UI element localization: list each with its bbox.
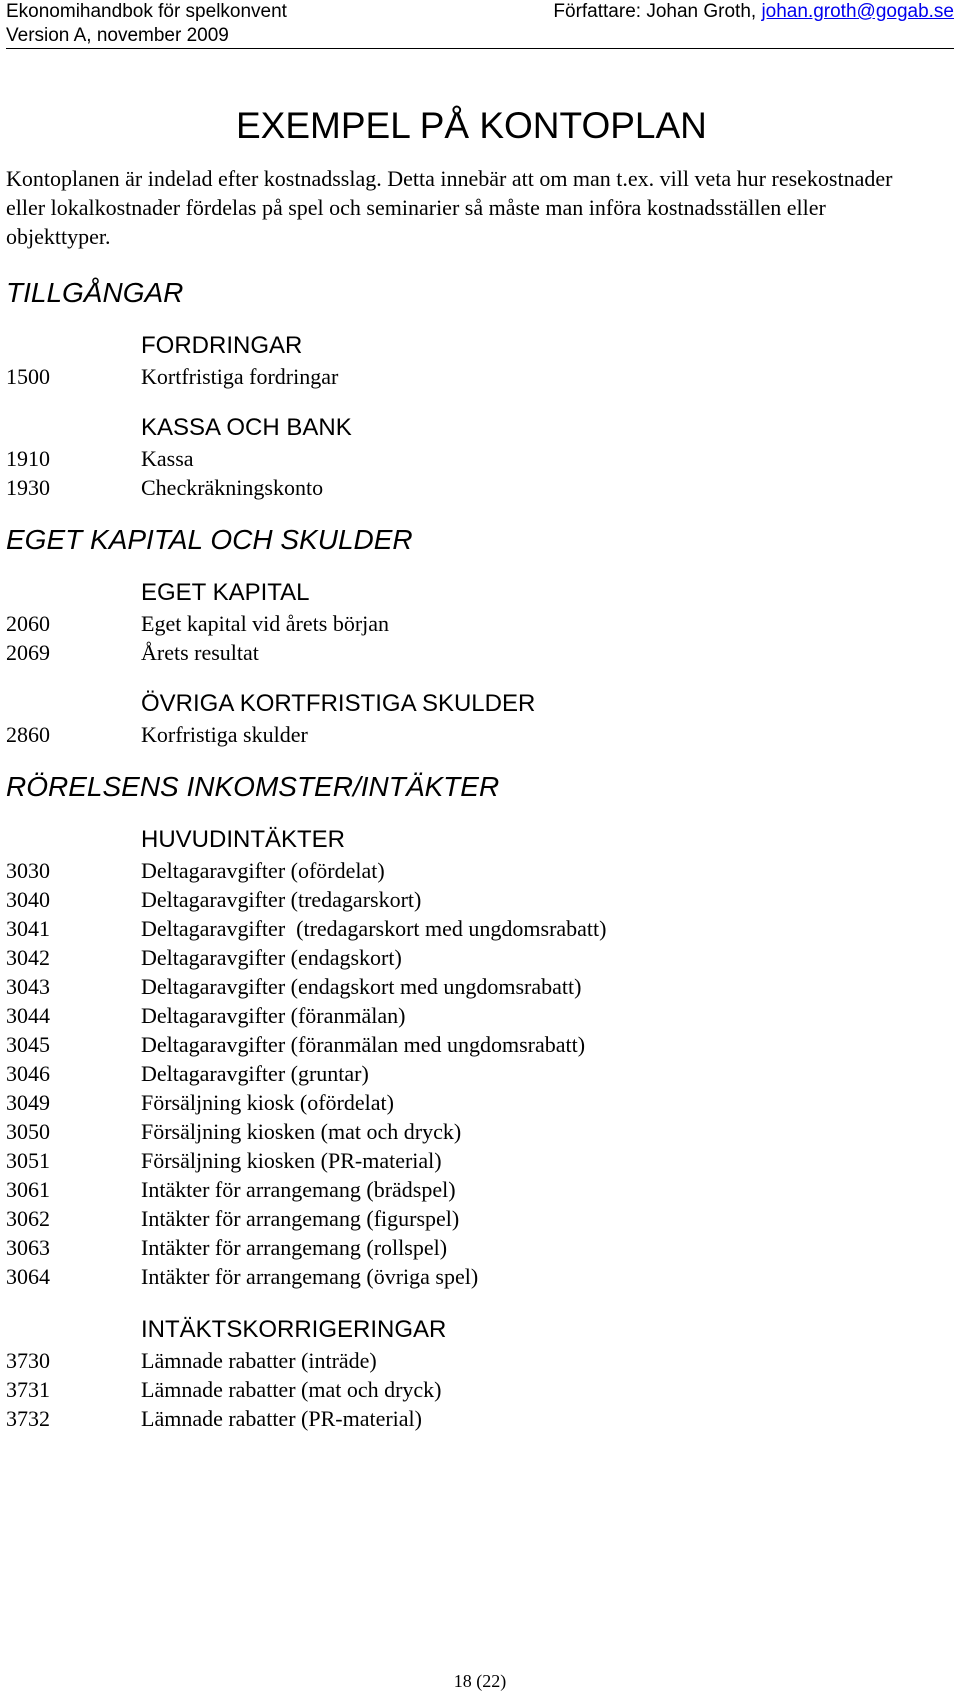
account-number: 3050 (6, 1119, 50, 1144)
account-row (6, 1233, 946, 1262)
account-row (6, 1404, 946, 1433)
account-row (6, 1346, 946, 1375)
account-name: Deltagaravgifter (endagskort) (141, 945, 402, 970)
account-row (6, 1204, 946, 1233)
group-title: HUVUDINTÄKTER (141, 826, 346, 853)
account-number: 1930 (6, 475, 50, 500)
header-left (6, 0, 287, 48)
account-row (6, 720, 946, 749)
group-eget-kapital (6, 576, 946, 667)
page-title: EXEMPEL PÅ KONTOPLAN (236, 105, 707, 146)
group-huvudintakter (6, 823, 946, 1291)
account-number: 3046 (6, 1061, 50, 1086)
account-name: Deltagaravgifter (tredagarskort) (141, 887, 422, 912)
section-rorelsens-intakter (6, 769, 946, 1433)
account-name: Kortfristiga fordringar (141, 364, 339, 389)
account-name: Kassa (141, 446, 194, 471)
account-number: 1910 (6, 446, 50, 471)
header-author (553, 0, 954, 24)
author-label: Författare: Johan Groth, (553, 1, 762, 22)
account-number: 3732 (6, 1406, 50, 1431)
author-email-link[interactable]: johan.groth@gogab.se (761, 1, 954, 22)
account-number: 3045 (6, 1032, 50, 1057)
account-name: Intäkter för arrangemang (övriga spel) (141, 1264, 479, 1289)
group-title: KASSA OCH BANK (141, 414, 352, 441)
account-row (6, 1262, 946, 1291)
account-name: Lämnade rabatter (PR-material) (141, 1406, 422, 1431)
group-ovriga-kortfristiga-skulder (6, 687, 946, 749)
account-row (6, 1146, 946, 1175)
group-kassa-och-bank (6, 411, 946, 502)
account-row (6, 1117, 946, 1146)
account-row (6, 1001, 946, 1030)
account-number: 3042 (6, 945, 50, 970)
account-name: Försäljning kiosk (ofördelat) (141, 1090, 394, 1115)
account-number: 3044 (6, 1003, 50, 1028)
account-name: Deltagaravgifter (gruntar) (141, 1061, 369, 1086)
account-number: 3061 (6, 1177, 50, 1202)
document-version: Version A, november 2009 (6, 25, 229, 46)
account-name: Checkräkningskonto (141, 475, 324, 500)
account-number: 3049 (6, 1090, 50, 1115)
account-row (6, 473, 946, 502)
account-name: Deltagaravgifter (endagskort med ungdomsrabatt) (141, 974, 582, 999)
account-number: 2860 (6, 722, 50, 747)
account-row (6, 943, 946, 972)
group-fordringar (6, 329, 946, 391)
intro-paragraph: Kontoplanen är indelad efter kostnadsslag. Detta innebär att om man t.ex. vill veta hur resekostnader eller lokalkostnader fördelas på spel och seminarier så måste man införa kostnadsställen eller objekttyper. (6, 166, 893, 249)
account-number: 3730 (6, 1348, 50, 1373)
account-name: Försäljning kiosken (PR-material) (141, 1148, 442, 1173)
account-row (6, 609, 946, 638)
account-row (6, 1175, 946, 1204)
section-tillgangar (6, 275, 946, 502)
account-number: 1500 (6, 364, 50, 389)
account-row (6, 914, 946, 943)
account-name: Eget kapital vid årets början (141, 611, 390, 636)
section-title: EGET KAPITAL OCH SKULDER (6, 524, 413, 555)
account-number: 3063 (6, 1235, 50, 1260)
account-name: Deltagaravgifter (föranmälan med ungdomsrabatt) (141, 1032, 586, 1057)
account-row (6, 638, 946, 667)
section-title: RÖRELSENS INKOMSTER/INTÄKTER (6, 771, 500, 802)
group-title: EGET KAPITAL (141, 579, 310, 606)
account-name: Deltagaravgifter (ofördelat) (141, 858, 385, 883)
account-name: Korfristiga skulder (141, 722, 308, 747)
account-number: 3040 (6, 887, 50, 912)
account-row (6, 362, 946, 391)
document-title: Ekonomihandbok för spelkonvent (6, 1, 287, 22)
account-number: 3051 (6, 1148, 50, 1173)
group-intaktskorrigeringar (6, 1313, 946, 1433)
group-title: FORDRINGAR (141, 332, 303, 359)
account-name: Intäkter för arrangemang (rollspel) (141, 1235, 448, 1260)
group-title: INTÄKTSKORRIGERINGAR (141, 1316, 447, 1343)
account-row (6, 885, 946, 914)
account-name: Årets resultat (141, 640, 259, 665)
account-row (6, 444, 946, 473)
account-row (6, 1088, 946, 1117)
account-number: 3043 (6, 974, 50, 999)
account-number: 2060 (6, 611, 50, 636)
page-number: 18 (22) (453, 1671, 507, 1691)
account-row (6, 1030, 946, 1059)
account-row (6, 1059, 946, 1088)
account-name: Deltagaravgifter (föranmälan) (141, 1003, 406, 1028)
account-name: Intäkter för arrangemang (figurspel) (141, 1206, 460, 1231)
account-plan (6, 275, 946, 1453)
account-number: 3731 (6, 1377, 50, 1402)
account-number: 3064 (6, 1264, 50, 1289)
account-name: Lämnade rabatter (mat och dryck) (141, 1377, 442, 1402)
account-row (6, 972, 946, 1001)
page-header (6, 0, 954, 49)
section-eget-kapital-och-skulder (6, 522, 946, 749)
account-name: Deltagaravgifter (tredagarskort med ungdomsrabatt) (141, 916, 607, 941)
account-name: Försäljning kiosken (mat och dryck) (141, 1119, 462, 1144)
account-number: 3041 (6, 916, 50, 941)
account-number: 3030 (6, 858, 50, 883)
account-row (6, 856, 946, 885)
group-title: ÖVRIGA KORTFRISTIGA SKULDER (141, 690, 536, 717)
account-row (6, 1375, 946, 1404)
account-number: 2069 (6, 640, 50, 665)
account-number: 3062 (6, 1206, 50, 1231)
account-name: Intäkter för arrangemang (brädspel) (141, 1177, 456, 1202)
section-title: TILLGÅNGAR (6, 277, 184, 308)
account-name: Lämnade rabatter (inträde) (141, 1348, 377, 1373)
